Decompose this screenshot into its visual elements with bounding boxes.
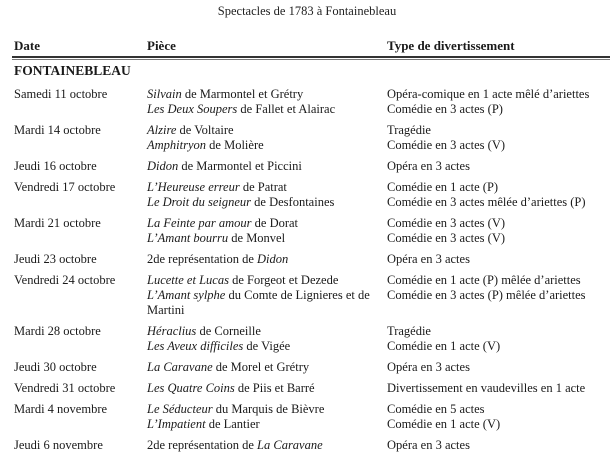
piece-entry (147, 402, 387, 417)
piece-entry (147, 195, 387, 210)
type-entry: Opéra en 3 actes (387, 438, 470, 452)
cell-piece (147, 324, 387, 354)
table-body (14, 87, 610, 453)
cell-date: Mardi 28 octobre (14, 324, 101, 338)
piece-entry (147, 339, 387, 354)
piece-title: Alzire (147, 123, 177, 137)
cell-piece (147, 252, 387, 267)
cell-type (387, 216, 614, 246)
cell-date: Jeudi 23 octobre (14, 252, 97, 266)
piece-entry (147, 417, 387, 432)
cell-date: Mardi 4 novembre (14, 402, 108, 416)
cell-date: Jeudi 30 octobre (14, 360, 97, 374)
piece-prefix: 2de représentation de (147, 438, 258, 452)
type-entry: Tragédie (387, 123, 431, 137)
piece-entry (147, 123, 387, 138)
piece-entry (147, 102, 387, 117)
table-row (14, 252, 610, 267)
cell-type (387, 381, 614, 396)
piece-title: Les Aveux difficiles (147, 339, 244, 353)
piece-author: de Dorat (251, 216, 299, 230)
piece-author: de Forgeot et Dezede (228, 273, 339, 287)
piece-author: de Corneille (196, 324, 261, 338)
piece-entry (147, 438, 387, 453)
document-title: Spectacles de 1783 à Fontainebleau (217, 4, 397, 18)
piece-entry (147, 159, 387, 174)
type-entry: Opéra en 3 actes (387, 252, 470, 266)
type-entry: Comédie en 3 actes (P) mêlée d’ariettes (387, 288, 586, 302)
cell-date: Mardi 21 octobre (14, 216, 101, 230)
cell-type (387, 438, 614, 453)
piece-prefix: 2de représentation de (147, 252, 258, 266)
piece-author: du Marquis de Bièvre (212, 402, 325, 416)
cell-type (387, 87, 614, 117)
piece-entry (147, 231, 387, 246)
piece-entry (147, 288, 387, 318)
cell-date: Vendredi 31 octobre (14, 381, 116, 395)
type-entry: Comédie en 3 actes (V) (387, 216, 506, 230)
piece-title: L’Amant sylphe (147, 288, 226, 302)
cell-piece (147, 180, 387, 210)
piece-title: Le Séducteur (147, 402, 213, 416)
type-entry: Opéra en 3 actes (387, 360, 470, 374)
table-header (14, 36, 610, 56)
piece-author: du Comte de Lignieres et de Martini (147, 288, 370, 317)
piece-title: La Caravane (257, 438, 323, 452)
type-entry: Comédie en 3 actes (V) (387, 138, 506, 152)
piece-author: de Desfontaines (251, 195, 335, 209)
cell-type (387, 180, 614, 210)
cell-piece (147, 381, 387, 396)
piece-title: Les Quatre Coins (147, 381, 235, 395)
table-row (14, 360, 610, 375)
piece-entry (147, 138, 387, 153)
piece-title: Amphitryon (147, 138, 207, 152)
table-row (14, 180, 610, 210)
cell-type (387, 159, 614, 174)
type-entry: Comédie en 3 actes (P) (387, 102, 503, 116)
piece-title: Silvain (147, 87, 182, 101)
cell-date: Vendredi 24 octobre (14, 273, 116, 287)
table-row (14, 159, 610, 174)
piece-title: Le Droit du seigneur (147, 195, 252, 209)
cell-type (387, 123, 614, 153)
piece-entry (147, 381, 387, 396)
cell-date: Vendredi 17 octobre (14, 180, 116, 194)
table-row (14, 438, 610, 453)
cell-type (387, 402, 614, 432)
type-entry: Comédie en 5 actes (387, 402, 485, 416)
piece-title: La Caravane (147, 360, 213, 374)
table-row (14, 216, 610, 246)
type-entry: Opéra en 3 actes (387, 159, 470, 173)
table-row (14, 324, 610, 354)
piece-title: La Feinte par amour (147, 216, 252, 230)
table-row (14, 381, 610, 396)
piece-author: de Fallet et Alairac (237, 102, 336, 116)
piece-author: de Marmontel et Piccini (178, 159, 302, 173)
cell-piece (147, 216, 387, 246)
header-double-rule (12, 56, 610, 60)
cell-type (387, 252, 614, 267)
performances-table (14, 36, 610, 453)
type-entry: Comédie en 3 actes (V) (387, 231, 506, 245)
type-entry: Opéra-comique en 1 acte mêlé d’ariettes (387, 87, 590, 101)
type-entry: Comédie en 1 acte (P) (387, 180, 499, 194)
piece-title: Héraclius (147, 324, 197, 338)
piece-title: Didon (257, 252, 289, 266)
piece-entry (147, 87, 387, 102)
piece-entry (147, 252, 387, 267)
piece-title: L’Impatient (147, 417, 206, 431)
table-row (14, 402, 610, 432)
cell-piece (147, 87, 387, 117)
cell-date: Jeudi 6 novembre (14, 438, 103, 452)
header-type: Type de divertissement (387, 38, 515, 53)
piece-author: de Molière (206, 138, 264, 152)
section-heading: FONTAINEBLEAU (14, 63, 131, 78)
cell-piece (147, 273, 387, 318)
header-piece: Pièce (147, 38, 176, 53)
cell-date: Jeudi 16 octobre (14, 159, 97, 173)
piece-title: L’Amant bourru (147, 231, 229, 245)
piece-title: Les Deux Soupers (147, 102, 238, 116)
piece-author: de Piis et Barré (234, 381, 315, 395)
cell-type (387, 273, 614, 303)
table-row (14, 87, 610, 117)
piece-author: de Lantier (205, 417, 260, 431)
table-row (14, 273, 610, 318)
cell-piece (147, 402, 387, 432)
piece-author: de Patrat (239, 180, 287, 194)
cell-date: Samedi 11 octobre (14, 87, 108, 101)
header-date: Date (14, 38, 40, 53)
piece-entry (147, 360, 387, 375)
piece-title: Lucette et Lucas (147, 273, 229, 287)
type-entry: Divertissement en vaudevilles en 1 acte (387, 381, 586, 395)
cell-date: Mardi 14 octobre (14, 123, 101, 137)
piece-entry (147, 216, 387, 231)
piece-entry (147, 324, 387, 339)
piece-author: de Morel et Grétry (212, 360, 310, 374)
piece-author: de Voltaire (176, 123, 234, 137)
piece-title: L’Heureuse erreur (147, 180, 240, 194)
piece-entry (147, 273, 387, 288)
type-entry: Comédie en 1 acte (V) (387, 339, 501, 353)
cell-type (387, 324, 614, 354)
type-entry: Comédie en 1 acte (V) (387, 417, 501, 431)
cell-piece (147, 123, 387, 153)
piece-title: Didon (147, 159, 179, 173)
type-entry: Comédie en 1 acte (P) mêlée d’ariettes (387, 273, 581, 287)
cell-piece (147, 159, 387, 174)
table-row (14, 123, 610, 153)
cell-piece (147, 438, 387, 453)
piece-author: de Monvel (228, 231, 286, 245)
piece-entry (147, 180, 387, 195)
type-entry: Comédie en 3 actes mêlée d’ariettes (P) (387, 195, 586, 209)
cell-type (387, 360, 614, 375)
piece-author: de Vigée (243, 339, 291, 353)
cell-piece (147, 360, 387, 375)
piece-author: de Marmontel et Grétry (181, 87, 304, 101)
type-entry: Tragédie (387, 324, 431, 338)
